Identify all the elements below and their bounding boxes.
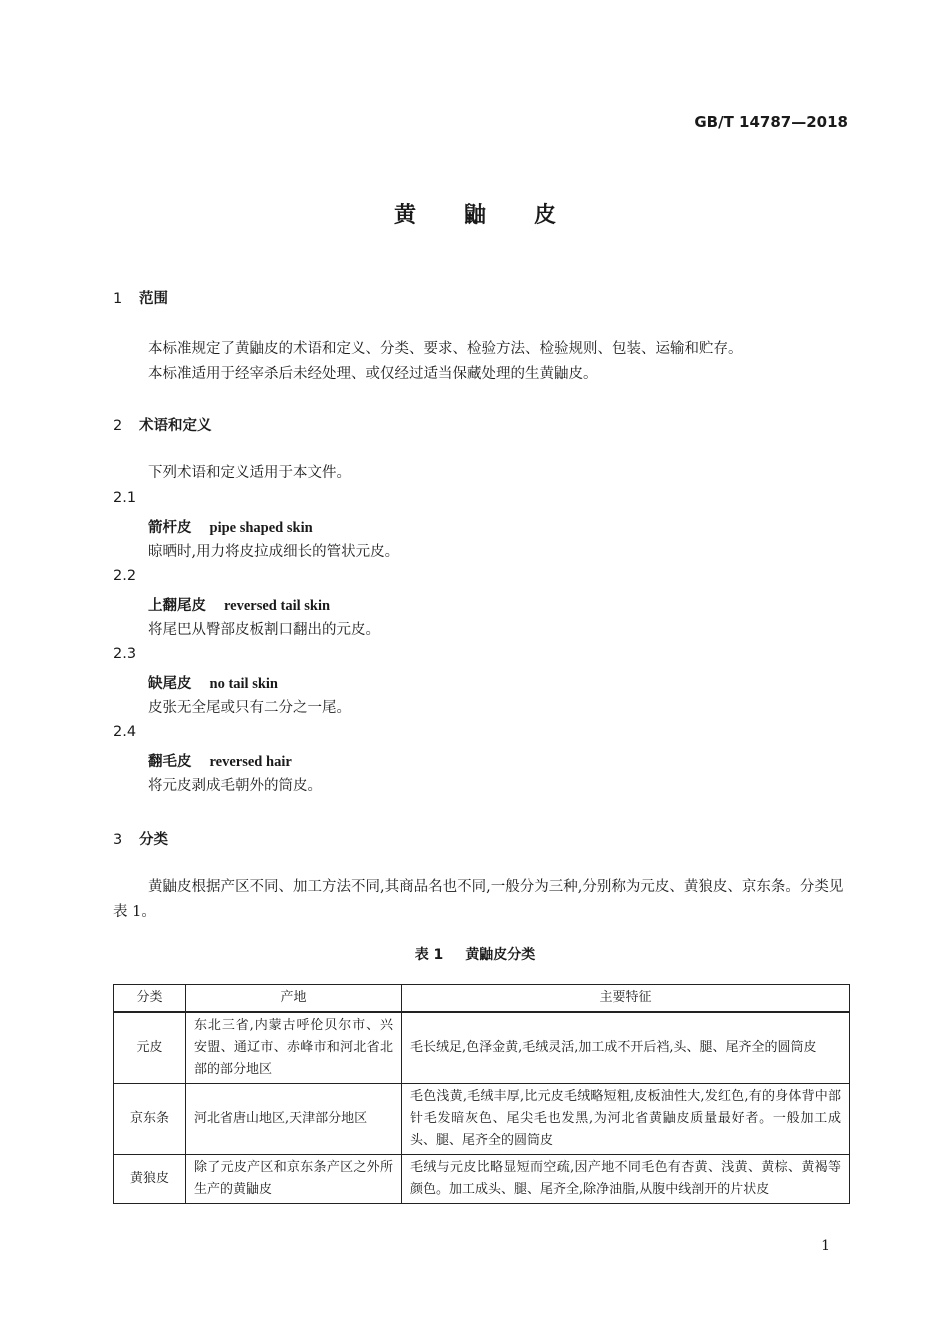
section-number: 3 bbox=[113, 832, 123, 848]
term-number: 2.3 bbox=[113, 646, 137, 662]
term-en: reversed tail skin bbox=[224, 598, 331, 614]
term-cn: 箭杆皮 bbox=[148, 520, 192, 536]
table-caption bbox=[0, 944, 950, 964]
table-cell: 毛绒与元皮比略显短而空疏,因产地不同毛色有杏黄、浅黄、黄棕、黄褐等颜色。加工成头、腿、尾齐全,除净油脂,从腹中线剖开的片状皮 bbox=[402, 1155, 850, 1204]
classification-paragraph: 黄鼬皮根据产区不同、加工方法不同,其商品名也不同,一般分为三种,分别称为元皮、黄狼皮、京东条。分类见表 1。 bbox=[113, 879, 844, 920]
term-en: no tail skin bbox=[209, 676, 278, 692]
term-number: 2.4 bbox=[113, 724, 137, 740]
header-cell-origin: 产地 bbox=[186, 985, 402, 1013]
section-2-heading bbox=[113, 414, 212, 435]
section-title: 分类 bbox=[139, 832, 168, 848]
section-1-heading bbox=[113, 287, 168, 308]
term-definition: 将元皮剥成毛朝外的筒皮。 bbox=[148, 778, 322, 794]
term-cn: 缺尾皮 bbox=[148, 676, 192, 692]
document-title: 黄鼬皮 bbox=[393, 203, 604, 228]
table-caption-number: 表 1 bbox=[414, 947, 444, 963]
table-cell: 东北三省,内蒙古呼伦贝尔市、兴安盟、通辽市、赤峰市和河北省北部的部分地区 bbox=[186, 1012, 402, 1084]
header-cell-features: 主要特征 bbox=[402, 985, 850, 1013]
term-definition: 将尾巴从臀部皮板割口翻出的元皮。 bbox=[148, 622, 380, 638]
table-cell: 除了元皮产区和京东条产区之外所生产的黄鼬皮 bbox=[186, 1155, 402, 1204]
table-cell: 京东条 bbox=[114, 1084, 186, 1155]
table-row bbox=[114, 1012, 850, 1084]
table-header-row bbox=[114, 985, 850, 1013]
terms-intro: 下列术语和定义适用于本文件。 bbox=[148, 465, 351, 481]
section-3-heading bbox=[113, 828, 168, 849]
term-number: 2.2 bbox=[113, 568, 137, 584]
table-cell: 毛色浅黄,毛绒丰厚,比元皮毛绒略短粗,皮板油性大,发红色,有的身体背中部针毛发暗灰色、尾尖毛也发黑,为河北省黄鼬皮质量最好者。一般加工成头、腿、尾齐全的圆筒皮 bbox=[402, 1084, 850, 1155]
section-title: 术语和定义 bbox=[139, 418, 212, 434]
section-number: 1 bbox=[113, 291, 123, 307]
table-cell: 毛长绒足,色泽金黄,毛绒灵活,加工成不开后裆,头、腿、尾齐全的圆筒皮 bbox=[402, 1012, 850, 1084]
table-cell: 黄狼皮 bbox=[114, 1155, 186, 1204]
term-2-1 bbox=[148, 516, 313, 537]
term-cn: 上翻尾皮 bbox=[148, 598, 206, 614]
term-definition: 皮张无全尾或只有二分之一尾。 bbox=[148, 700, 351, 716]
table-row bbox=[114, 1084, 850, 1155]
table-row bbox=[114, 1155, 850, 1204]
page-number: 1 bbox=[821, 1238, 830, 1254]
header-cell-category: 分类 bbox=[114, 985, 186, 1013]
table-cell: 河北省唐山地区,天津部分地区 bbox=[186, 1084, 402, 1155]
term-2-2 bbox=[148, 594, 330, 615]
term-2-3 bbox=[148, 672, 278, 693]
term-2-4 bbox=[148, 750, 292, 771]
term-cn: 翻毛皮 bbox=[148, 754, 192, 770]
term-en: reversed hair bbox=[209, 754, 292, 770]
classification-table bbox=[113, 984, 850, 1204]
table-cell: 元皮 bbox=[114, 1012, 186, 1084]
section-number: 2 bbox=[113, 418, 123, 434]
section-title: 范围 bbox=[139, 291, 168, 307]
term-en: pipe shaped skin bbox=[209, 520, 313, 536]
term-number: 2.1 bbox=[113, 490, 137, 506]
table-caption-title: 黄鼬皮分类 bbox=[465, 947, 536, 963]
scope-paragraph-1: 本标准规定了黄鼬皮的术语和定义、分类、要求、检验方法、检验规则、包装、运输和贮存。 bbox=[148, 341, 743, 357]
standard-number: GB/T 14787—2018 bbox=[694, 113, 848, 131]
scope-paragraph-2: 本标准适用于经宰杀后未经处理、或仅经过适当保藏处理的生黄鼬皮。 bbox=[148, 366, 598, 382]
term-definition: 晾晒时,用力将皮拉成细长的管状元皮。 bbox=[148, 544, 400, 560]
